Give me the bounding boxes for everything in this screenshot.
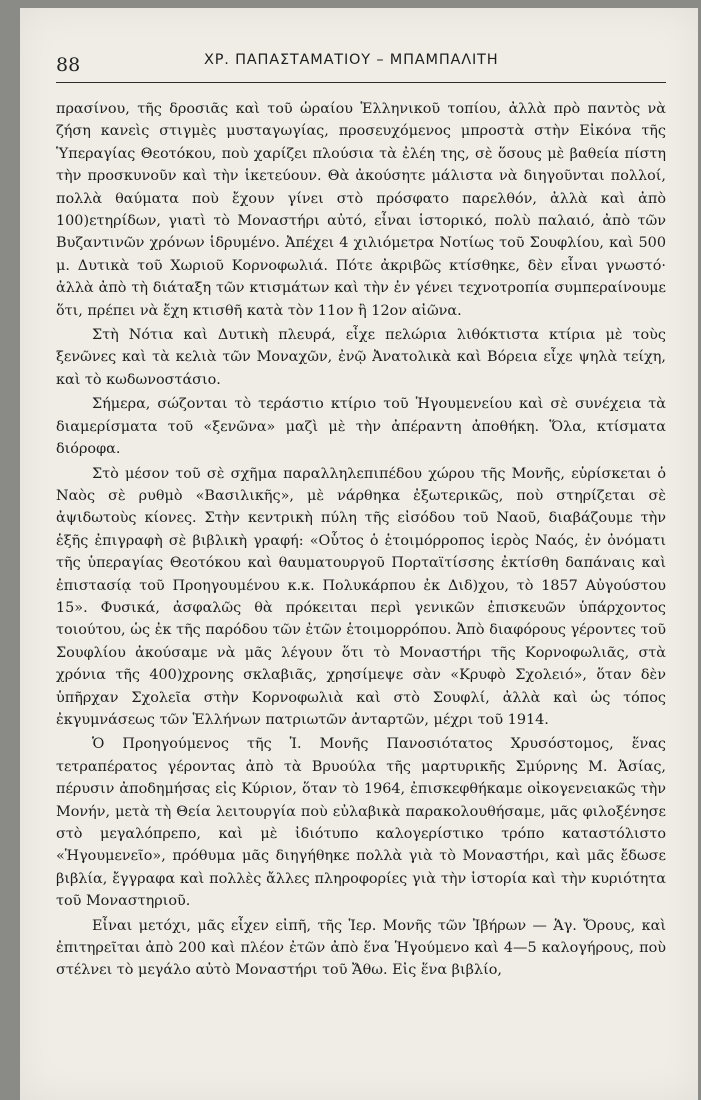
- body-text: [56, 98, 666, 982]
- book-page: [20, 8, 698, 1100]
- page-number: 88: [56, 54, 81, 76]
- running-head: ΧΡ. ΠΑΠΑΣΤΑΜΑΤΙΟΥ – ΜΠΑΜΠΑΛΙΤΗ: [204, 52, 499, 68]
- paragraph: Στὴ Νότια καὶ Δυτικὴ πλευρά, εἶχε πελώρια λιθόκτιστα κτίρια μὲ τοὺς ξενῶνες καὶ τὰ κελιὰ τῶν Μοναχῶν, ἐνῷ Ἀνατολικὰ καὶ Βόρεια εἶχε ψηλὰ τείχη, καὶ τὸ κωδωνοστάσιο.: [56, 327, 666, 388]
- paragraph: Εἶναι μετόχι, μᾶς εἶχεν εἰπῆ, τῆς Ἱερ. Μονῆς τῶν Ἰβήρων — Ἁγ. Ὄρους, καὶ ἐπιτηρεῖται ἀπὸ 200 καὶ πλέον ἐτῶν ἀπὸ ἕνα Ἡγούμενο καὶ 4—5 καλογήρους, ποὺ στέλνει τὸ μεγάλο αὐτὸ Μοναστήρι τοῦ Ἄθω. Εἰς ἕνα βιβλίο,: [56, 917, 666, 979]
- paragraph: Ὁ Προηγούμενος τῆς Ἱ. Μονῆς Πανοσιότατος Χρυσόστομος, ἕνας τετραπέρατος γέροντας ἀπὸ τὰ Βρυούλα τῆς μαρτυρικῆς Σμύρνης Μ. Ἀσίας, πέρυσιν ἀποδημήσας εἰς Κύριον, ὅταν τὸ 1964, ἐπισκεφθήκαμε οἰκογενειακῶς τὴν Μονήν, μετὰ τὴ Θεία λειτουργία ποὺ εὐλαβικὰ παρακολουθήσαμε, μᾶς φιλοξένησε στὸ μεγαλόπρεπο, καὶ μὲ ἰδιότυπο καλογερίστικο τρόπο καταστόλιστο «Ἡγουμενεῖο», πρόθυμα μᾶς διηγήθηκε πολλὰ γιὰ τὸ Μοναστήρι, καὶ μᾶς ἔδωσε βιβλία, ἔγγραφα καὶ πολλὲς ἄλλες πληροφορίες γιὰ τὴν ἱστορία καὶ τὴν κυριότητα τοῦ Μοναστηριοῦ.: [56, 736, 666, 910]
- paragraph: πρασίνου, τῆς δροσιᾶς καὶ τοῦ ὡραίου Ἑλληνικοῦ τοπίου, ἀλλὰ πρὸ παντὸς νὰ ζήση κανεὶς στιγμὲς μυσταγωγίας, προσευχόμενος μπροστὰ στὴν Εἰκόνα τῆς Ὑπεραγίας Θεοτόκου, ποὺ χαρίζει πλούσια τὰ ἐλέη της, σὲ ὅσους μὲ βαθεία πίστη τὴν προσκυνοῦν καὶ τὴν ἱκετεύουν. Θὰ ἀκούσητε μάλιστα νὰ διηγοῦνται πολλοί, πολλὰ θαύματα ποὺ ἔχουν γίνει στὸ πρόσφατο παρελθόν, ἀλλὰ καὶ ἀπὸ 100)ετηρίδων, γιατὶ τὸ Μοναστήρι αὐτό, εἶναι ἱστορικό, πολὺ παλαιό, ἀπὸ τῶν Βυζαντινῶν χρόνων ἱδρυμένο. Ἀπέχει 4 χιλιόμετρα Νοτίως τοῦ Σουφλίου, καὶ 500 μ. Δυτικὰ τοῦ Χωριοῦ Κορνοφωλιά. Πότε ἀκριβῶς κτίσθηκε, δὲν εἶναι γνωστό· ἀλλὰ ἀπὸ τὴ διάταξη τῶν κτισμάτων καὶ τὴν ἐν γένει τεχνοτροπία συμπεραίνουμε ὅτι, πρέπει νὰ ἔχη κτισθῆ κατὰ τὸν 11ον ἢ 12ον αἰῶνα.: [56, 101, 666, 319]
- page-header: [56, 48, 666, 83]
- paragraph: Σήμερα, σώζονται τὸ τεράστιο κτίριο τοῦ Ἡγουμενείου καὶ σὲ συνέχεια τὰ διαμερίσματα τοῦ «ξενῶνα» μαζὶ μὲ τὴν ἀπέραντη ἀποθήκη. Ὅλα, κτίσματα διόροφα.: [56, 396, 666, 458]
- paragraph: Στὸ μέσον τοῦ σὲ σχῆμα παραλληλεπιπέδου χώρου τῆς Μονῆς, εὑρίσκεται ὁ Ναὸς σὲ ρυθμὸ «Βασιλικῆς», μὲ νάρθηκα ἐξωτερικῶς, ποὺ στηρίζεται σὲ ἀψιδωτοὺς κίονες. Στὴν κεντρικὴ πύλη τῆς εἰσόδου τοῦ Ναοῦ, διαβάζουμε τὴν ἑξῆς ἐπιγραφὴ σὲ βιβλικὴ γραφή: «Οὗτος ὁ ἑτοιμόρροπος ἱερὸς Ναός, ἐν ὀνόματι τῆς ὑπεραγίας Θεοτόκου καὶ θαυματουργοῦ Πορταϊτίσσης ἐκτίσθη δαπάναις καὶ ἐπιστασίᾳ τοῦ Προηγουμένου κ.κ. Πολυκάρπου ἐκ Διδ)χου, τὸ 1857 Αὐγούστου 15». Φυσικά, ἀσφαλῶς θὰ πρόκειται περὶ γενικῶν ἐπισκευῶν ὑπάρχοντος τοιούτου, ὡς ἐκ τῆς παρόδου τῶν ἐτῶν ἑτοιμορρόπου. Ἀπὸ διαφόρους γέροντες τοῦ Σουφλίου ἀκούσαμε νὰ μᾶς λέγουν ὅτι τὸ Μοναστήρι τῆς Κορνοφωλιᾶς, στὰ χρόνια τῆς 400)χρονης σκλαβιᾶς, χρησίμεψε σὰν «Κρυφὸ Σχολειό», ὅταν δὲν ὑπῆρχαν Σχολεῖα στὴν Κορνοφωλιὰ καὶ στὸ Σουφλί, ἀλλὰ καὶ ὡς τόπος ἐκγυμνάσεως τῶν Ἑλλήνων πατριωτῶν ἀνταρτῶν, μέχρι τοῦ 1914.: [56, 465, 666, 728]
